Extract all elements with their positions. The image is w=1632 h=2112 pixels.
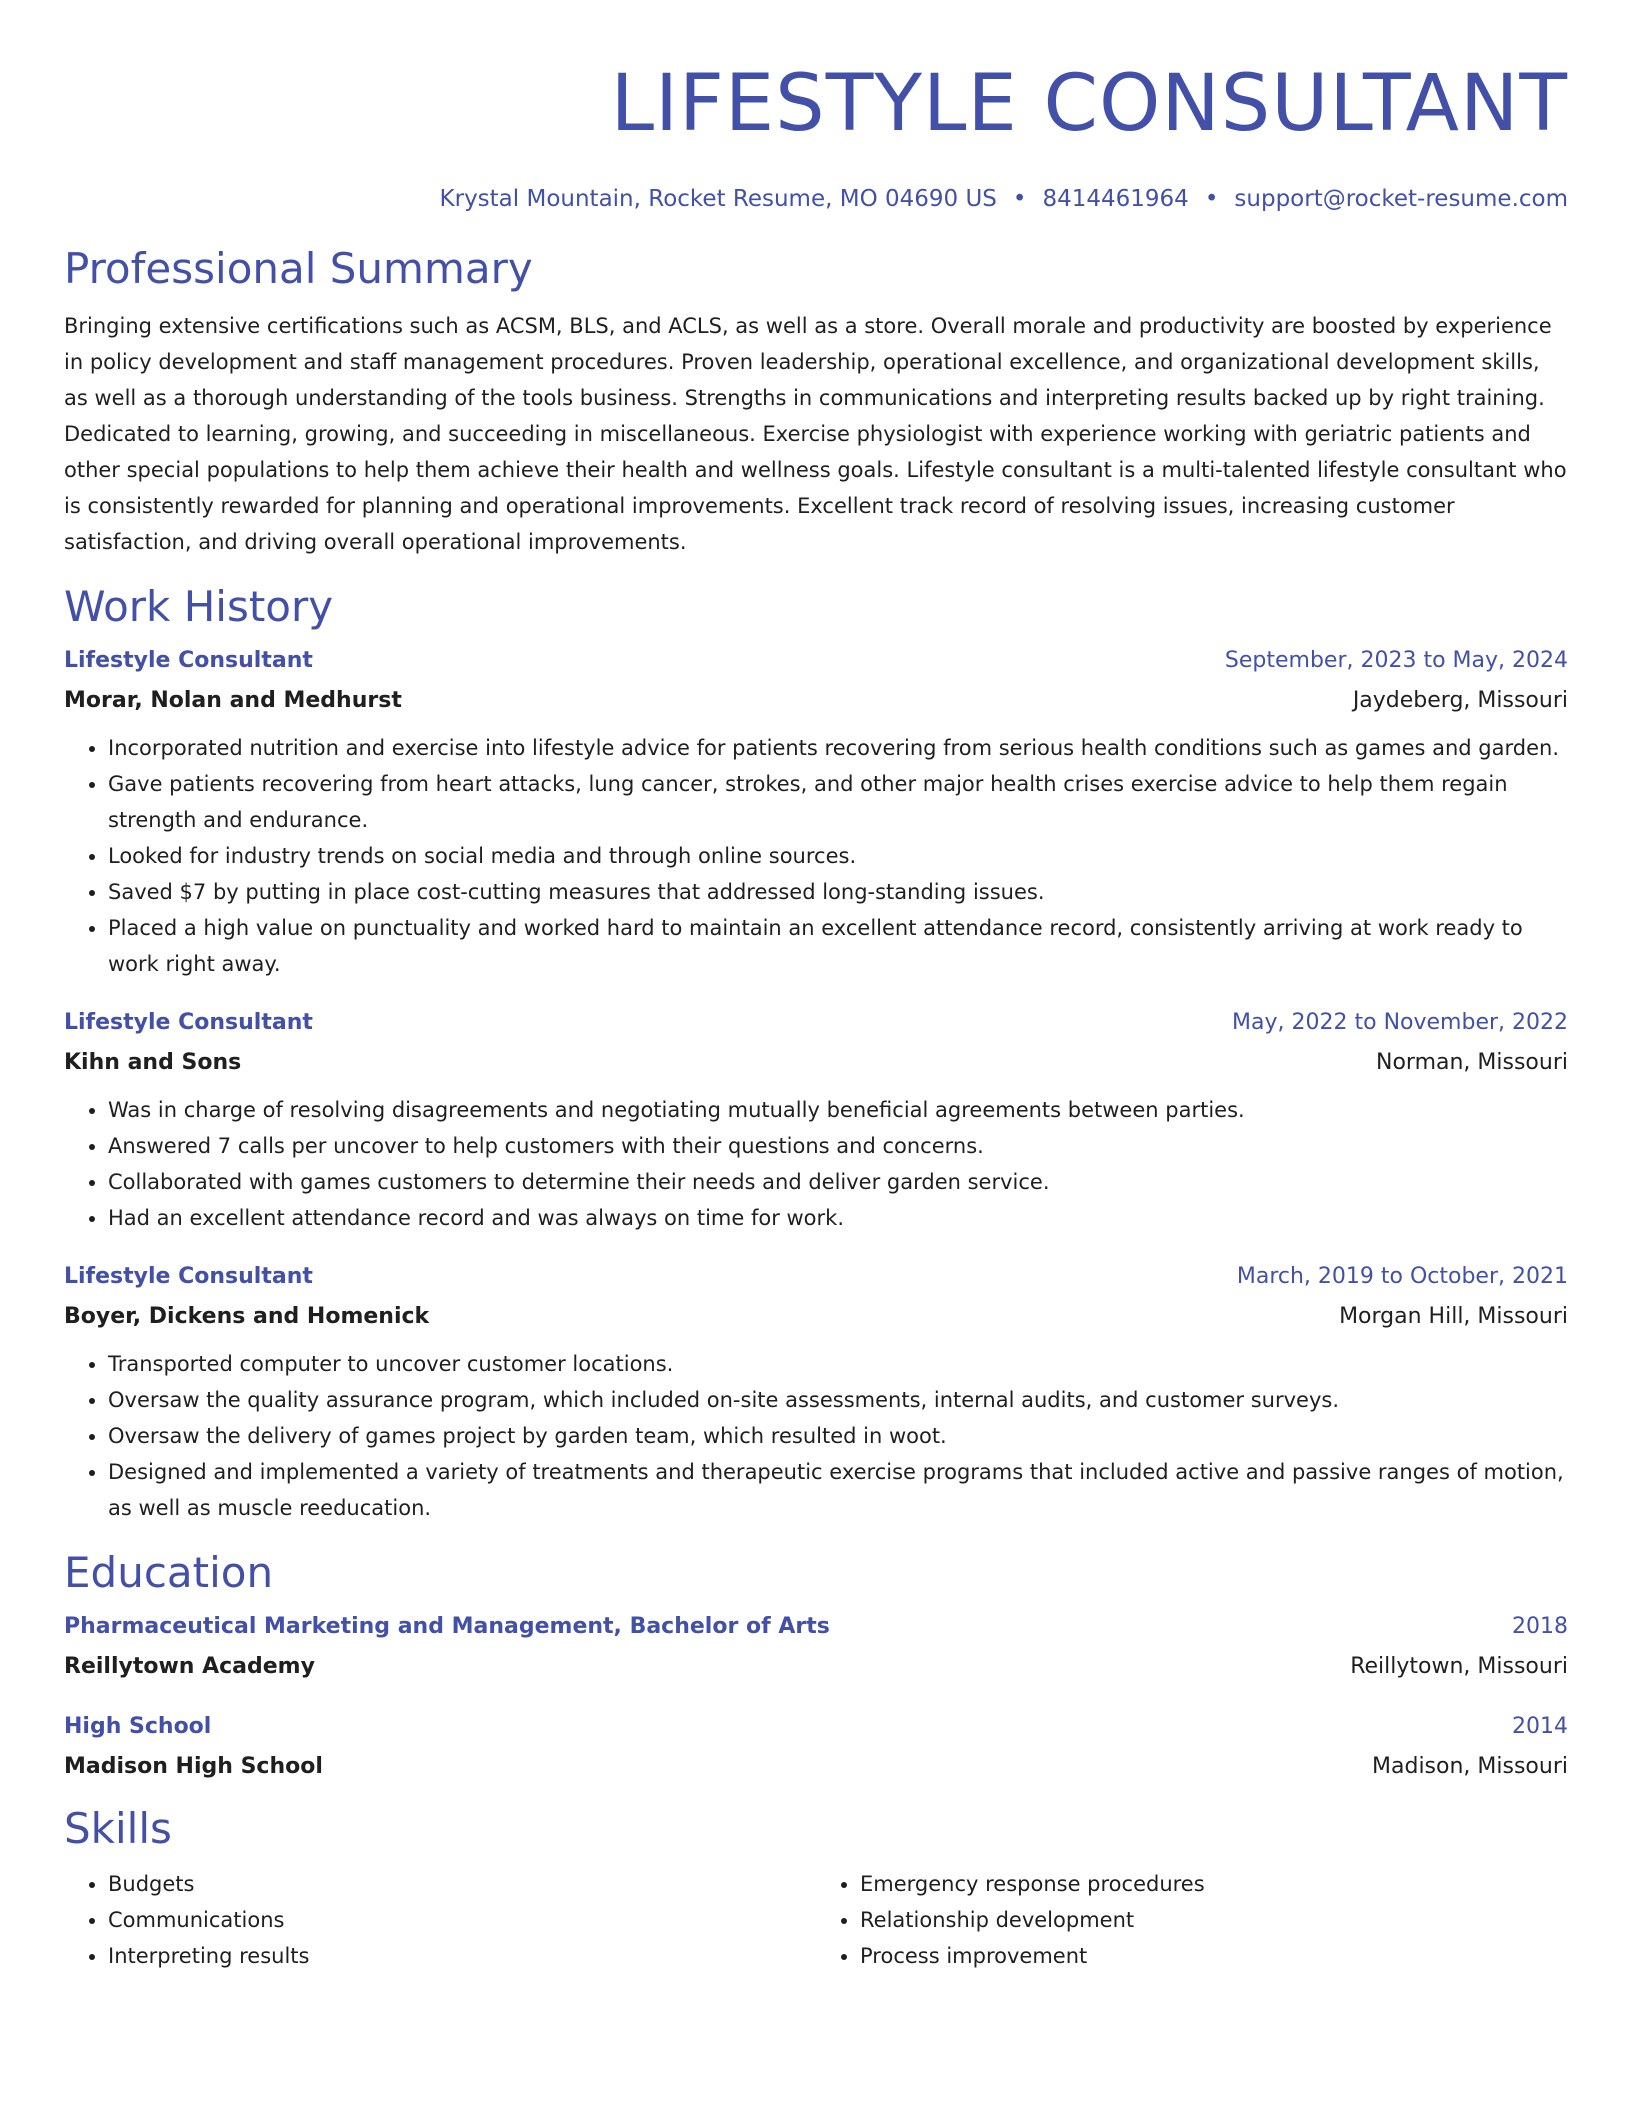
job-company: Boyer, Dickens and Homenick	[64, 1304, 430, 1329]
job-bullet: • Transported computer to uncover customer locations.	[108, 1346, 1568, 1382]
summary-section	[64, 244, 1568, 560]
job-bullet: • Incorporated nutrition and exercise into lifestyle advice for patients recovering from serious health conditions such as games and garden.	[108, 730, 1568, 766]
education-heading: Education	[64, 1548, 274, 1597]
job-title: Lifestyle Consultant	[64, 648, 313, 673]
summary-text: Bringing extensive certifications such as ACSM, BLS, and ACLS, as well as a store. Overall morale and productivity are boosted by experience in policy development and staff management procedures. Proven leadership, operational excellence, and organizational development skills, as well as a thorough understanding of the tools business. Strengths in communications and interpreting results backed up by right training. Dedicated to learning, growing, and succeeding in miscellaneous. Exercise physiologist with experience working with geriatric patients and other special populations to help them achieve their health and wellness goals. Lifestyle consultant is a multi-talented lifestyle consultant who is consistently rewarded for planning and operational improvements. Excellent track record of resolving issues, increasing customer satisfaction, and driving overall operational improvements.	[64, 314, 1567, 554]
skills-list-left	[64, 1866, 816, 1974]
job-bullet: • Oversaw the delivery of games project by garden team, which resulted in woot.	[108, 1418, 1568, 1454]
skill-item: • Process improvement	[860, 1938, 1568, 1974]
job-company: Kihn and Sons	[64, 1050, 242, 1075]
job-location: Morgan Hill, Missouri	[1339, 1304, 1568, 1329]
candidate-name: LIFESTYLE CONSULTANT	[610, 59, 1568, 149]
resume-header	[64, 56, 1568, 214]
school-name: Reillytown Academy	[64, 1654, 315, 1679]
school-location: Reillytown, Missouri	[1350, 1654, 1568, 1679]
job-entry	[64, 1008, 1568, 1236]
contact-email: support@rocket-resume.com	[1234, 186, 1568, 212]
job-bullet: • Placed a high value on punctuality and worked hard to maintain an excellent attendance record, consistently arriving at work ready to work right away.	[108, 910, 1568, 982]
job-location: Jaydeberg, Missouri	[1352, 688, 1568, 713]
job-entry	[64, 646, 1568, 982]
graduation-year: 2014	[1512, 1714, 1568, 1739]
skill-item: • Budgets	[108, 1866, 816, 1902]
skill-item: • Communications	[108, 1902, 816, 1938]
job-company: Morar, Nolan and Medhurst	[64, 688, 402, 713]
job-bullet: • Looked for industry trends on social media and through online sources.	[108, 838, 1568, 874]
skills-heading: Skills	[64, 1804, 172, 1853]
degree-title: High School	[64, 1714, 212, 1739]
graduation-year: 2018	[1512, 1614, 1568, 1639]
job-bullet: • Answered 7 calls per uncover to help customers with their questions and concerns.	[108, 1128, 1568, 1164]
skill-item: • Relationship development	[860, 1902, 1568, 1938]
job-location: Norman, Missouri	[1376, 1050, 1568, 1075]
education-entry	[64, 1712, 1568, 1782]
education-section	[64, 1548, 1568, 1782]
job-title: Lifestyle Consultant	[64, 1264, 313, 1289]
contact-separator: •	[1204, 186, 1219, 212]
job-bullet: • Collaborated with games customers to determine their needs and deliver garden service.	[108, 1164, 1568, 1200]
education-entry	[64, 1612, 1568, 1682]
job-bullet: • Was in charge of resolving disagreements and negotiating mutually beneficial agreements between parties.	[108, 1092, 1568, 1128]
skills-section	[64, 1804, 1568, 1974]
job-bullets	[64, 1346, 1568, 1526]
contact-phone: 8414461964	[1042, 186, 1189, 212]
job-entry	[64, 1262, 1568, 1526]
job-bullet: • Oversaw the quality assurance program, which included on-site assessments, internal audits, and customer surveys.	[108, 1382, 1568, 1418]
job-bullet: • Gave patients recovering from heart attacks, lung cancer, strokes, and other major health crises exercise advice to help them regain strength and endurance.	[108, 766, 1568, 838]
job-bullets	[64, 730, 1568, 982]
skill-item: • Interpreting results	[108, 1938, 816, 1974]
work-history-section	[64, 582, 1568, 1526]
contact-line	[64, 184, 1568, 214]
job-bullet: • Had an excellent attendance record and was always on time for work.	[108, 1200, 1568, 1236]
job-dates: May, 2022 to November, 2022	[1232, 1010, 1568, 1035]
job-bullets	[64, 1092, 1568, 1236]
summary-heading: Professional Summary	[64, 244, 533, 293]
contact-separator: •	[1012, 186, 1027, 212]
job-bullet: • Saved $7 by putting in place cost-cutting measures that addressed long-standing issues.	[108, 874, 1568, 910]
job-dates: March, 2019 to October, 2021	[1236, 1264, 1568, 1289]
job-bullet: • Designed and implemented a variety of treatments and therapeutic exercise programs that included active and passive ranges of motion, as well as muscle reeducation.	[108, 1454, 1568, 1526]
school-location: Madison, Missouri	[1372, 1754, 1568, 1779]
skills-list-right	[816, 1866, 1568, 1974]
degree-title: Pharmaceutical Marketing and Management, Bachelor of Arts	[64, 1614, 830, 1639]
skill-item: • Emergency response procedures	[860, 1866, 1568, 1902]
school-name: Madison High School	[64, 1754, 323, 1779]
contact-address: Krystal Mountain, Rocket Resume, MO 04690 US	[439, 186, 997, 212]
job-dates: September, 2023 to May, 2024	[1224, 648, 1568, 673]
work-history-heading: Work History	[64, 582, 334, 631]
job-title: Lifestyle Consultant	[64, 1010, 313, 1035]
skills-columns	[64, 1866, 1568, 1974]
